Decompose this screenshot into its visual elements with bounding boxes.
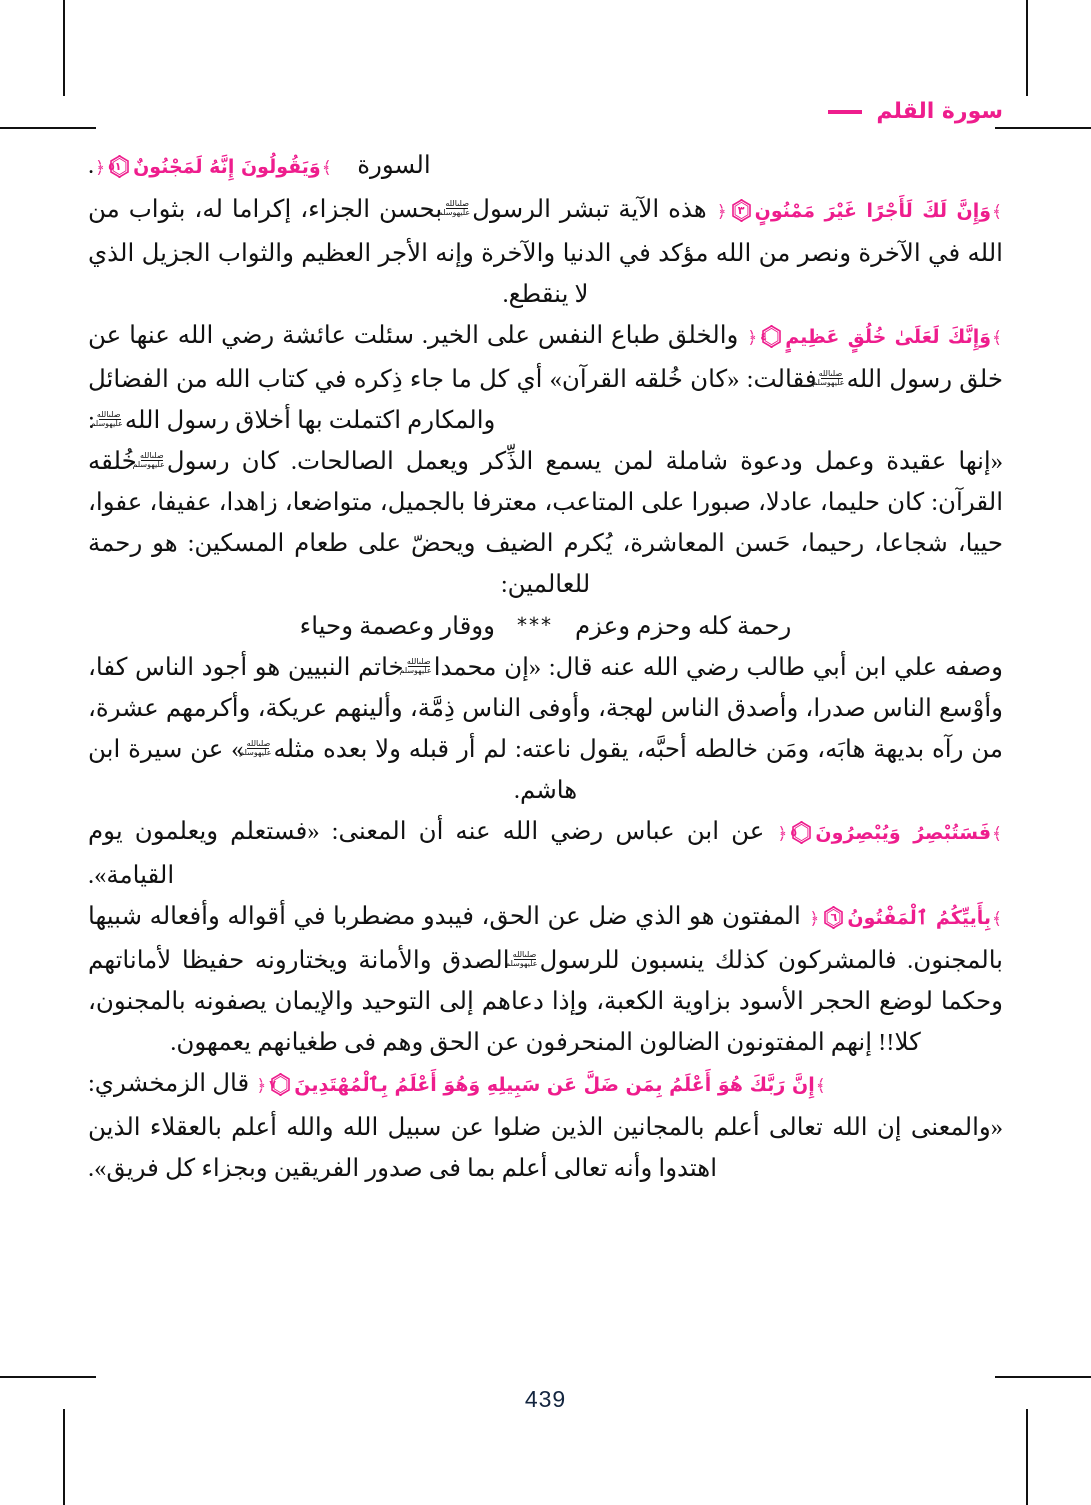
crop-mark-top-right-horizontal (995, 127, 1091, 129)
attribution-text: قال الزمخشري: (88, 1070, 250, 1097)
ayah-bracket-close-icon: ﴿ (809, 909, 820, 929)
body-text (88, 145, 1003, 1189)
lead-word: السورة (357, 152, 431, 179)
crop-mark-bottom-right-horizontal (995, 1376, 1091, 1378)
ayah-7-text: إِنَّ رَبَّكَ هُوَ أَعْلَمُ بِمَن ضَلَّ عَن سَبِيلِهِ وَهُوَ أَعْلَمُ بِٱلْمُهْتَدِينَ (294, 1074, 815, 1096)
ayah-bracket-open-icon: ﴾ (992, 824, 1002, 844)
hemistich-separator: *** (516, 613, 553, 637)
crop-mark-top-left-horizontal (0, 127, 96, 129)
commentary-text-a: هذه الآية تبشر الرسول (472, 196, 707, 223)
description-text-b: خاتم النبيين هو أجود الناس كفا، وأوْسع الناس صدرا، وأصدق الناس لهجة، وأوفى الناس ذِمَّة، وألينهم عريكة، وأكرمهم عشرة، من رآه بديهة هابَه، ومَن خالطه أحبَّه، يقول ناعته: لم أر قبله ولا بعده مثله (88, 654, 1003, 763)
paragraph-quote-khuluq (88, 441, 1003, 605)
commentary-text-c: : (88, 407, 95, 434)
ayah-number-value: ٥ (790, 826, 798, 839)
running-head (88, 95, 1003, 129)
quote-text-a: «إنها عقيدة وعمل ودعوة شاملة لمن يسمع الذِّكر ويعمل الصالحات. كان رسول (166, 448, 1003, 475)
sallallahu-alayhi-wasallam-icon: صلىالله عليهوسلم (437, 199, 471, 217)
ayah-7 (255, 1074, 826, 1096)
commentary-text-b: الصدق والأمانة ويختارونه حفيظا لأماناتهم وحكما لوضع الحجر الأسود بزاوية الكعبة، وإذا دعاهم إلى التوحيد والإيمان يصفونه بالمجنون، كلا!! إنهم المفتونون الضالون المنحرفون عن الحق وهم فى طغيانهم يعمهون. (88, 947, 1003, 1056)
ayah-bracket-open-icon: ﴾ (992, 202, 1002, 222)
ayah-51 (94, 156, 333, 178)
running-head-rule (828, 110, 862, 114)
crop-mark-bottom-left-horizontal (0, 1376, 96, 1378)
ayah-number-value: ٧ (269, 1078, 277, 1091)
ayah-bracket-open-icon: ﴾ (992, 909, 1002, 929)
sallallahu-alayhi-wasallam-icon: صلىالله عليهوسلم (505, 950, 538, 968)
ayah-number-marker (108, 155, 131, 178)
ayah-5 (776, 822, 1003, 844)
ayah-5-text: فَسَتُبْصِرُ وَيُبْصِرُونَ (815, 822, 992, 844)
sallallahu-alayhi-wasallam-icon: صلىالله عليهوسلم (812, 369, 845, 387)
crop-mark-bottom-right-vertical (1026, 1409, 1028, 1505)
ayah-bracket-close-icon: ﴿ (95, 158, 106, 178)
paragraph-ayah-7-zamakhshari (88, 1063, 1003, 1107)
commentary-text: عن ابن عباس رضي الله عنه أن المعنى: «فستعلم ويعلمون يوم القيامة». (88, 818, 765, 889)
paragraph-ayah-3-commentary (88, 189, 1003, 315)
ayah-4-text: وَإِنَّكَ لَعَلَىٰ خُلُقٍ عَظِيمٍ (785, 326, 992, 348)
ayah-number-marker (760, 325, 783, 348)
ayah-number-marker (269, 1073, 292, 1096)
ayah-51-text: وَيَقُولُونَ إِنَّهُ لَمَجْنُونٌ (133, 156, 321, 178)
page-content (88, 95, 1003, 1375)
poetic-hemistich-line (88, 605, 1003, 647)
paragraph-ayah-5-commentary (88, 811, 1003, 896)
hemistich-right: رحمة كله وحزم وعزم (574, 613, 792, 640)
sentence-period: . (88, 152, 95, 179)
ayah-3-text: وَإِنَّ لَكَ لَأَجْرًا غَيْرَ مَمْنُونٍ (754, 200, 992, 222)
sallallahu-alayhi-wasallam-icon: صلىالله عليهوسلم (399, 657, 432, 675)
description-text-a: وصفه علي ابن أبي طالب رضي الله عنه قال: «إن محمدا (433, 654, 1003, 681)
description-text-c: » عن سيرة ابن هاشم. (88, 736, 578, 804)
ayah-number-value: ٣ (737, 204, 745, 217)
ayah-bracket-open-icon: ﴾ (815, 1076, 826, 1096)
ayah-bracket-close-icon: ﴿ (777, 824, 788, 844)
sallallahu-alayhi-wasallam-icon: صلىالله عليهوسلم (90, 410, 123, 428)
ayah-4 (746, 326, 1003, 348)
ayah-number-value: ٤ (760, 330, 767, 343)
sallallahu-alayhi-wasallam-icon: صلىالله عليهوسلم (239, 739, 272, 757)
quote-text-b: خُلقه القرآن: كان حليما، عادلا، صبورا على المتاعب، معترفا بالجميل، متواضعا، زاهدا، عفيفا، عفوا، حييا، شجاعا، رحيما، حَسن المعاشرة، يُكرم الضيف ويحضّ على طعام المسكين: هو رحمة للعالمين: (88, 448, 1003, 598)
ayah-number-value: ٥١ (108, 160, 122, 173)
ayah-number-marker (730, 199, 753, 222)
ayah-6-text: بِأَييِّكُمُ ٱلْمَفْتُونُ (847, 907, 992, 929)
sallallahu-alayhi-wasallam-icon: صلىالله عليهوسلم (132, 451, 165, 469)
ayah-number-value: ٦ (830, 911, 838, 924)
ayah-bracket-open-icon: ﴾ (321, 158, 332, 178)
ayah-number-marker (790, 821, 813, 844)
commentary-text-a: المفتون هو الذي ضل عن الحق، فيبدو مضطربا في أقواله وأفعاله شبيها بالمجنون. فالمشركون كذلك ينسبون للرسول (88, 903, 1003, 974)
paragraph-ayah-4-commentary (88, 315, 1003, 441)
paragraph-ali-description (88, 647, 1003, 811)
commentary-text-b: بحسن الجزاء، إكراما له، بثواب من الله في الآخرة ونصر من الله مؤكد في الدنيا والآخرة وإنه الأجر العظيم والثواب الجزيل الذي لا ينقطع. (88, 196, 1003, 308)
crop-mark-bottom-left-vertical (63, 1409, 65, 1505)
ayah-bracket-close-icon: ﴿ (747, 328, 758, 348)
ayah-bracket-close-icon: ﴿ (256, 1076, 267, 1096)
paragraph-zamakhshari-quote (88, 1107, 1003, 1189)
crop-mark-top-right-vertical (1026, 0, 1028, 96)
quote-text: «والمعنى إن الله تعالى أعلم بالمجانين الذين ضلوا عن سبيل الله والله أعلم بالعقلاء الذين اهتدوا وأنه تعالى أعلم بما فى صدور الفريقين وبجزاء كل فريق». (88, 1114, 1003, 1182)
ayah-bracket-close-icon: ﴿ (716, 202, 727, 222)
ayah-3 (716, 200, 1003, 222)
commentary-text-a: والخلق طباع النفس على الخير. سئلت عائشة رضي الله عنها عن خلق رسول الله (88, 322, 1003, 393)
ayah-number-marker (822, 906, 845, 929)
hemistich-left: ووقار وعصمة وحياء (299, 613, 495, 640)
running-head-title: سورة القلم (876, 99, 1003, 124)
crop-mark-top-left-vertical (63, 0, 65, 96)
paragraph-surah-lead (88, 145, 1003, 189)
paragraph-ayah-6-commentary (88, 896, 1003, 1063)
ayah-bracket-open-icon: ﴾ (992, 328, 1003, 348)
ayah-6 (808, 907, 1003, 929)
page-number: 439 (524, 1386, 567, 1412)
commentary-text-b: فقالت: «كان خُلقه القرآن» أي كل ما جاء ذِكره في كتاب الله من الفضائل والمكارم اكتملت بها أخلاق رسول الله (88, 366, 817, 434)
